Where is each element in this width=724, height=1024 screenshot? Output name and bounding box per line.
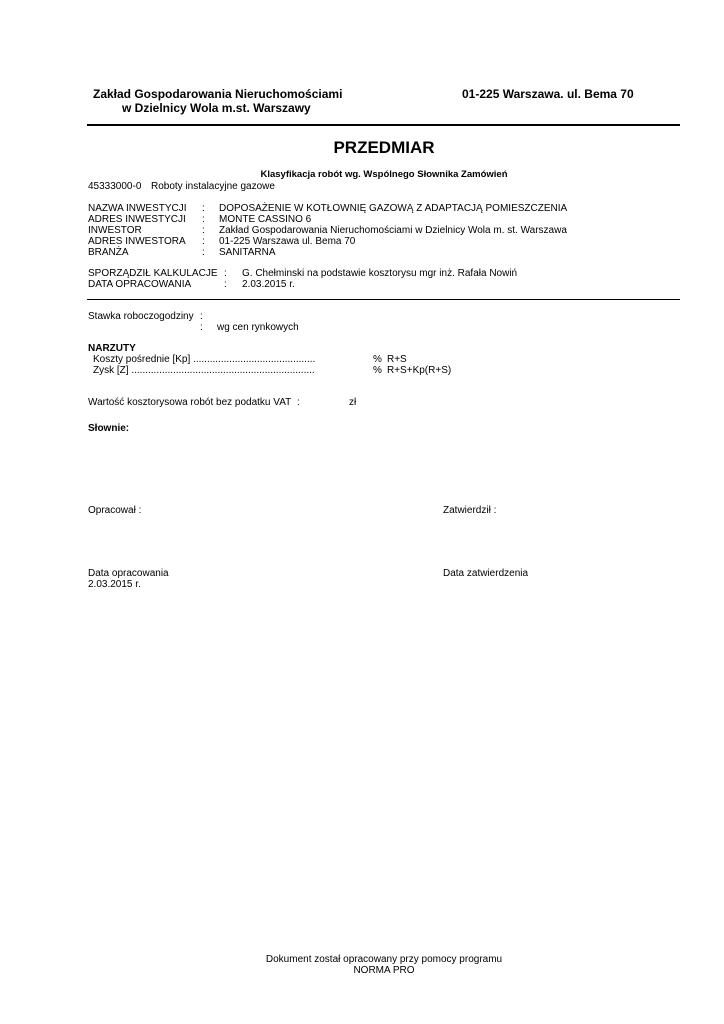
estimate-value-sep: : [297, 397, 300, 408]
in-words-label: Słownie: [88, 423, 130, 434]
calc-value: 2.03.2015 r. [242, 279, 295, 290]
prepared-by-label: Opracował : [88, 505, 142, 516]
preparation-date: 2.03.2015 r. [88, 579, 141, 590]
org-name-line1: Zakład Gospodarowania Nieruchomościami [93, 87, 343, 101]
info-sep: : [202, 214, 205, 225]
info-value: SANITARNA [219, 247, 276, 258]
org-address: 01-225 Warszawa. ul. Bema 70 [462, 87, 634, 101]
surcharge-unit: % [373, 365, 382, 376]
calc-label: DATA OPRACOWANIA [88, 279, 192, 290]
info-sep: : [202, 203, 205, 214]
surcharge-base: R+S+Kp(R+S) [387, 365, 452, 376]
info-value: Zakład Gospodarowania Nieruchomościami w Dzielnicy Wola m. st. Warszawa [219, 225, 567, 236]
footer-line2: NORMA PRO [353, 965, 415, 976]
calc-value: G. Chełminski na podstawie kosztorysu mgr inż. Rafała Nowiń [242, 268, 518, 279]
preparation-date-label: Data opracowania [88, 568, 169, 579]
rate-sep-2: : [200, 322, 203, 333]
calc-sep: : [224, 279, 227, 290]
approved-by-label: Zatwierdził : [443, 505, 497, 516]
info-label: INWESTOR [88, 225, 142, 236]
estimate-value-label: Wartość kosztorysowa robót bez podatku VAT [88, 397, 292, 408]
header-rule [87, 124, 680, 126]
rate-sep: : [200, 311, 203, 322]
classification-description: Roboty instalacyjne gazowe [151, 181, 275, 192]
surcharge-unit: % [373, 354, 382, 365]
footer-line1: Dokument został opracowany przy pomocy programu [265, 954, 503, 965]
surcharge-label: Zysk [Z] .................................................................. [93, 365, 315, 376]
approval-date-label: Data zatwierdzenia [443, 568, 529, 579]
info-sep: : [202, 225, 205, 236]
rate-label: Stawka roboczogodziny [88, 311, 194, 322]
section-rule [87, 299, 680, 300]
estimate-currency: zł [349, 397, 357, 408]
info-label: NAZWA INWESTYCJI [88, 203, 187, 214]
info-label: BRANŻA [88, 247, 129, 258]
info-label: ADRES INWESTORA [88, 236, 186, 247]
calc-label: SPORZĄDZIŁ KALKULACJE [88, 268, 218, 279]
org-name-line2: w Dzielnicy Wola m.st. Warszawy [122, 101, 311, 115]
classification-heading: Klasyfikacja robót wg. Wspólnego Słownika Zamówień [260, 169, 508, 180]
info-value: 01-225 Warszawa ul. Bema 70 [219, 236, 356, 247]
info-sep: : [202, 247, 205, 258]
calc-sep: : [224, 268, 227, 279]
info-value: MONTE CASSINO 6 [219, 214, 312, 225]
surcharges-heading: NARZUTY [88, 343, 136, 354]
page-title: PRZEDMIAR [333, 138, 435, 157]
info-sep: : [202, 236, 205, 247]
info-value: DOPOSAŻENIE W KOTŁOWNIĘ GAZOWĄ Z ADAPTACJĄ POMIESZCZENIA [219, 203, 568, 214]
surcharge-label: Koszty pośrednie [Kp] ............................................ [93, 354, 316, 365]
info-label: ADRES INWESTYCJI [88, 214, 186, 225]
rate-value: wg cen rynkowych [217, 322, 299, 333]
surcharge-base: R+S [387, 354, 407, 365]
classification-code: 45333000-0 [88, 181, 142, 192]
